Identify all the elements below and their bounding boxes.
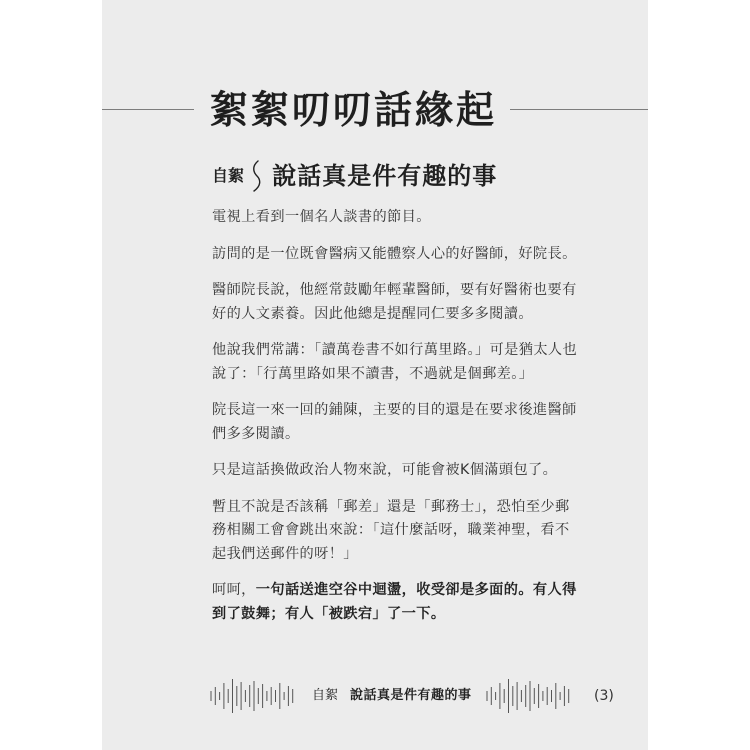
section-heading bbox=[212, 156, 497, 196]
closing-lead: 呵呵， bbox=[212, 582, 256, 598]
chapter-title: 絮絮叨叨話緣起 bbox=[210, 88, 498, 132]
squiggle-ornament-icon bbox=[249, 158, 267, 194]
closing-paragraph bbox=[212, 579, 584, 626]
paragraph: 訪問的是一位既會醫病又能體察人心的好醫師，好院長。 bbox=[212, 245, 577, 262]
footer-title: 說話真是件有趣的事 bbox=[350, 688, 472, 703]
title-rule-left bbox=[102, 109, 194, 110]
footer-prefix: 自絮 bbox=[312, 688, 339, 703]
body-text bbox=[212, 206, 584, 639]
paragraph: 電視上看到一個名人談書的節目。 bbox=[212, 209, 431, 225]
soundwave-right-icon bbox=[484, 676, 574, 716]
paragraph: 暫且不說是否該稱「郵差」還是「郵務士」，恐怕至少郵務相關工會會跳出來說：「這什麼話呀，職業神聖，看不起我們送郵件的呀！」 bbox=[212, 498, 570, 562]
paragraph: 他說我們常講：「讀萬卷書不如行萬里路。」可是猶太人也說了：「行萬里路如果不讀書，不過就是個郵差。」 bbox=[212, 342, 578, 382]
page-number: (3) bbox=[594, 688, 614, 704]
section-title: 說話真是件有趣的事 bbox=[272, 162, 498, 190]
soundwave-left-icon bbox=[208, 676, 298, 716]
section-prefix: 自絮 bbox=[212, 166, 245, 185]
page-footer bbox=[208, 672, 628, 720]
closing-bold-text: 一句話送進空谷中迴盪，收受卻是多面的。有人得到了鼓舞；有人「被跌宕」了一下。 bbox=[212, 582, 577, 622]
paragraph: 院長這一來一回的鋪陳，主要的目的還是在要求後進醫師們多多閱讀。 bbox=[212, 402, 577, 442]
paragraph: 醫師院長說，他經常鼓勵年輕輩醫師，要有好醫術也要有好的人文素養。因此他總是提醒同仁要多多閱讀。 bbox=[212, 282, 577, 322]
paragraph: 只是這話換做政治人物來說，可能會被K個滿頭包了。 bbox=[212, 462, 558, 478]
title-rule-right bbox=[510, 109, 648, 110]
running-footer bbox=[312, 686, 472, 706]
